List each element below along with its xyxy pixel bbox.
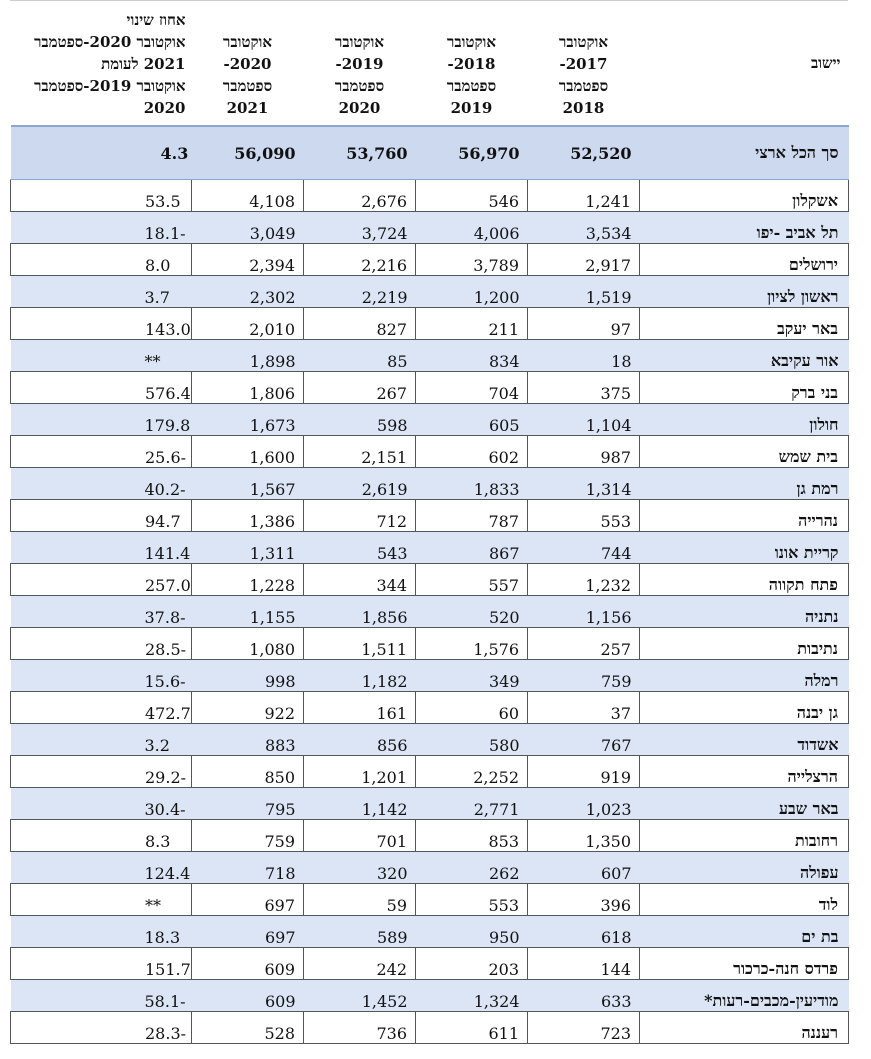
cell-2020-2021: 1,228 bbox=[192, 564, 304, 596]
table-row bbox=[11, 468, 849, 500]
cell-2017-2018: 1,519 bbox=[528, 276, 640, 308]
cell-2018-2019: 950 bbox=[416, 916, 528, 948]
cell-2017-2018: 1,350 bbox=[528, 820, 640, 852]
cell-pct-change: 37.8- bbox=[11, 596, 192, 628]
cell-2019-2020: 701 bbox=[304, 820, 416, 852]
cell-2020-2021: 528 bbox=[192, 1012, 304, 1044]
cell-2017-2018: 396 bbox=[528, 884, 640, 916]
cell-city: קריית אונו bbox=[640, 532, 849, 564]
cell-city: רעננה bbox=[640, 1012, 849, 1044]
cell-2018-2019: 2,252 bbox=[416, 756, 528, 788]
cell-2019-2020: 2,151 bbox=[304, 436, 416, 468]
cell-pct-change: ** bbox=[11, 340, 192, 372]
cell-2018-2019: 602 bbox=[416, 436, 528, 468]
cell-2018-2019: 557 bbox=[416, 564, 528, 596]
cell-2019-2020: 543 bbox=[304, 532, 416, 564]
table-row-total bbox=[11, 126, 849, 180]
cell-2019-2020: 1,201 bbox=[304, 756, 416, 788]
cell-2020-2021: 850 bbox=[192, 756, 304, 788]
cell-2019-2020: 59 bbox=[304, 884, 416, 916]
cell-2017-2018: 257 bbox=[528, 628, 640, 660]
cell-city: פתח תקווה bbox=[640, 564, 849, 596]
cell-2018-2019: 203 bbox=[416, 948, 528, 980]
cell-city: נתניה bbox=[640, 596, 849, 628]
cell-2018-2019: 605 bbox=[416, 404, 528, 436]
cell-city: פרדס חנה-כרכור bbox=[640, 948, 849, 980]
cell-2020-2021: 1,567 bbox=[192, 468, 304, 500]
cell-city: אשקלון bbox=[640, 180, 849, 212]
cell-2018-2019: 2,771 bbox=[416, 788, 528, 820]
cell-2018-2019: 553 bbox=[416, 884, 528, 916]
table-row bbox=[11, 692, 849, 724]
cell-2018-2019: 704 bbox=[416, 372, 528, 404]
header-2018-2019: אוקטובר 2018- ספטמבר 2019 bbox=[446, 33, 497, 117]
cell-2017-2018: 553 bbox=[528, 500, 640, 532]
cell-pct-change: 472.7 bbox=[11, 692, 192, 724]
cell-2018-2019: 211 bbox=[416, 308, 528, 340]
cell-pct-change: 28.3- bbox=[11, 1012, 192, 1044]
cell-2018-2019: 1,324 bbox=[416, 980, 528, 1012]
cell-pct-change: 179.8 bbox=[11, 404, 192, 436]
cell-2017-2018: 633 bbox=[528, 980, 640, 1012]
cell-2019-2020: 2,676 bbox=[304, 180, 416, 212]
cell-2020-2021: 1,080 bbox=[192, 628, 304, 660]
cell-2017-2018: 1,314 bbox=[528, 468, 640, 500]
cell-city: מודיעין-מכבים-רעות* bbox=[640, 980, 849, 1012]
table-row bbox=[11, 436, 849, 468]
table-row bbox=[11, 276, 849, 308]
table-row bbox=[11, 596, 849, 628]
cell-2017-2018: 759 bbox=[528, 660, 640, 692]
cell-pct-change: 30.4- bbox=[11, 788, 192, 820]
cell-2019-2020: 1,511 bbox=[304, 628, 416, 660]
cell-2020-2021: 1,311 bbox=[192, 532, 304, 564]
cell-city: רמת גן bbox=[640, 468, 849, 500]
cell-2019-2020: 2,219 bbox=[304, 276, 416, 308]
cell-2018-2019: 1,200 bbox=[416, 276, 528, 308]
cell-2017-2018: 607 bbox=[528, 852, 640, 884]
cell-pct-change: ** bbox=[11, 884, 192, 916]
cell-pct-change: 257.0 bbox=[11, 564, 192, 596]
cell-2018-2019: 3,789 bbox=[416, 244, 528, 276]
statistics-table bbox=[10, 6, 849, 1044]
cell-pct-change: 15.6- bbox=[11, 660, 192, 692]
cell-city: בת ים bbox=[640, 916, 849, 948]
cell-2018-2019: 1,833 bbox=[416, 468, 528, 500]
cell-2018-2019: 262 bbox=[416, 852, 528, 884]
cell-2019-2020: 320 bbox=[304, 852, 416, 884]
cell-2017-2018: 18 bbox=[528, 340, 640, 372]
cell-2020-2021: 609 bbox=[192, 980, 304, 1012]
cell-2017-2018: 52,520 bbox=[528, 126, 640, 180]
cell-city: רמלה bbox=[640, 660, 849, 692]
cell-2019-2020: 2,216 bbox=[304, 244, 416, 276]
table-row bbox=[11, 212, 849, 244]
cell-2017-2018: 37 bbox=[528, 692, 640, 724]
cell-2020-2021: 1,155 bbox=[192, 596, 304, 628]
cell-2018-2019: 867 bbox=[416, 532, 528, 564]
table-row bbox=[11, 756, 849, 788]
cell-2020-2021: 998 bbox=[192, 660, 304, 692]
cell-2020-2021: 1,673 bbox=[192, 404, 304, 436]
cell-2019-2020: 242 bbox=[304, 948, 416, 980]
table-row bbox=[11, 500, 849, 532]
cell-2019-2020: 589 bbox=[304, 916, 416, 948]
cell-2020-2021: 1,386 bbox=[192, 500, 304, 532]
cell-2018-2019: 349 bbox=[416, 660, 528, 692]
cell-city: נהרייה bbox=[640, 500, 849, 532]
cell-2019-2020: 827 bbox=[304, 308, 416, 340]
cell-2019-2020: 161 bbox=[304, 692, 416, 724]
cell-city: באר שבע bbox=[640, 788, 849, 820]
cell-2019-2020: 85 bbox=[304, 340, 416, 372]
cell-pct-change: 58.1- bbox=[11, 980, 192, 1012]
cell-city: תל אביב -יפו bbox=[640, 212, 849, 244]
cell-2019-2020: 2,619 bbox=[304, 468, 416, 500]
cell-city: הרצלייה bbox=[640, 756, 849, 788]
table-row bbox=[11, 948, 849, 980]
cell-pct-change: 25.6- bbox=[11, 436, 192, 468]
table-row bbox=[11, 244, 849, 276]
table-row bbox=[11, 884, 849, 916]
cell-city: ראשון לציון bbox=[640, 276, 849, 308]
cell-city: בית שמש bbox=[640, 436, 849, 468]
top-rule bbox=[10, 0, 848, 1]
cell-2020-2021: 609 bbox=[192, 948, 304, 980]
cell-pct-change: 40.2- bbox=[11, 468, 192, 500]
cell-2019-2020: 712 bbox=[304, 500, 416, 532]
header-2020-2021: אוקטובר 2020- ספטמבר 2021 bbox=[222, 33, 273, 117]
cell-city: ירושלים bbox=[640, 244, 849, 276]
table-row bbox=[11, 724, 849, 756]
cell-2020-2021: 697 bbox=[192, 884, 304, 916]
cell-2020-2021: 56,090 bbox=[192, 126, 304, 180]
cell-2019-2020: 3,724 bbox=[304, 212, 416, 244]
table-row bbox=[11, 340, 849, 372]
cell-pct-change: 8.0 bbox=[11, 244, 192, 276]
cell-2020-2021: 718 bbox=[192, 852, 304, 884]
table-row bbox=[11, 980, 849, 1012]
cell-2018-2019: 60 bbox=[416, 692, 528, 724]
header-2019-2020: אוקטובר 2019- ספטמבר 2020 bbox=[334, 33, 385, 117]
cell-2020-2021: 922 bbox=[192, 692, 304, 724]
cell-2019-2020: 53,760 bbox=[304, 126, 416, 180]
table-body bbox=[11, 126, 849, 1044]
cell-2020-2021: 3,049 bbox=[192, 212, 304, 244]
cell-2019-2020: 1,452 bbox=[304, 980, 416, 1012]
cell-city: לוד bbox=[640, 884, 849, 916]
cell-pct-change: 94.7 bbox=[11, 500, 192, 532]
cell-city: אור עקיבא bbox=[640, 340, 849, 372]
cell-2020-2021: 2,302 bbox=[192, 276, 304, 308]
table-row bbox=[11, 820, 849, 852]
cell-2019-2020: 1,182 bbox=[304, 660, 416, 692]
cell-2017-2018: 3,534 bbox=[528, 212, 640, 244]
cell-2017-2018: 97 bbox=[528, 308, 640, 340]
table-row bbox=[11, 532, 849, 564]
cell-2019-2020: 1,856 bbox=[304, 596, 416, 628]
cell-2017-2018: 618 bbox=[528, 916, 640, 948]
cell-2017-2018: 919 bbox=[528, 756, 640, 788]
cell-pct-change: 3.7 bbox=[11, 276, 192, 308]
cell-pct-change: 18.3 bbox=[11, 916, 192, 948]
cell-2017-2018: 723 bbox=[528, 1012, 640, 1044]
cell-pct-change: 18.1- bbox=[11, 212, 192, 244]
cell-pct-change: 141.4 bbox=[11, 532, 192, 564]
header-pct-change: אחוז שינוי אוקטובר 2020-ספטמבר 2021 לעומת אוקטובר 2019-ספטמבר 2020 bbox=[34, 11, 186, 117]
cell-pct-change: 29.2- bbox=[11, 756, 192, 788]
cell-2017-2018: 2,917 bbox=[528, 244, 640, 276]
cell-2018-2019: 853 bbox=[416, 820, 528, 852]
cell-2019-2020: 267 bbox=[304, 372, 416, 404]
cell-2018-2019: 1,576 bbox=[416, 628, 528, 660]
header-city: יישוב bbox=[810, 53, 841, 72]
cell-pct-change: 28.5- bbox=[11, 628, 192, 660]
table-row bbox=[11, 180, 849, 212]
cell-2017-2018: 144 bbox=[528, 948, 640, 980]
cell-2020-2021: 2,010 bbox=[192, 308, 304, 340]
cell-pct-change: 576.4 bbox=[11, 372, 192, 404]
cell-2019-2020: 598 bbox=[304, 404, 416, 436]
cell-2018-2019: 580 bbox=[416, 724, 528, 756]
cell-2020-2021: 1,898 bbox=[192, 340, 304, 372]
cell-city: נתיבות bbox=[640, 628, 849, 660]
table-row bbox=[11, 564, 849, 596]
cell-city: חולון bbox=[640, 404, 849, 436]
cell-2017-2018: 744 bbox=[528, 532, 640, 564]
cell-2018-2019: 520 bbox=[416, 596, 528, 628]
cell-2017-2018: 767 bbox=[528, 724, 640, 756]
cell-city: סך הכל ארצי bbox=[640, 126, 849, 180]
cell-pct-change: 4.3 bbox=[11, 126, 192, 180]
cell-2020-2021: 795 bbox=[192, 788, 304, 820]
table-row bbox=[11, 372, 849, 404]
cell-2020-2021: 883 bbox=[192, 724, 304, 756]
cell-pct-change: 53.5 bbox=[11, 180, 192, 212]
header-2017-2018: אוקטובר 2017- ספטמבר 2018 bbox=[558, 33, 609, 117]
cell-pct-change: 143.0 bbox=[11, 308, 192, 340]
table-row bbox=[11, 660, 849, 692]
cell-2020-2021: 4,108 bbox=[192, 180, 304, 212]
cell-2018-2019: 787 bbox=[416, 500, 528, 532]
cell-2017-2018: 1,232 bbox=[528, 564, 640, 596]
cell-2017-2018: 375 bbox=[528, 372, 640, 404]
table-row bbox=[11, 308, 849, 340]
table-row bbox=[11, 1012, 849, 1044]
cell-city: בני ברק bbox=[640, 372, 849, 404]
cell-city: רחובות bbox=[640, 820, 849, 852]
cell-2020-2021: 759 bbox=[192, 820, 304, 852]
cell-2018-2019: 611 bbox=[416, 1012, 528, 1044]
cell-city: באר יעקב bbox=[640, 308, 849, 340]
cell-2018-2019: 56,970 bbox=[416, 126, 528, 180]
cell-2019-2020: 344 bbox=[304, 564, 416, 596]
cell-2018-2019: 546 bbox=[416, 180, 528, 212]
cell-2018-2019: 834 bbox=[416, 340, 528, 372]
header-row bbox=[11, 6, 849, 126]
cell-2020-2021: 1,600 bbox=[192, 436, 304, 468]
cell-2019-2020: 856 bbox=[304, 724, 416, 756]
cell-pct-change: 151.7 bbox=[11, 948, 192, 980]
cell-2020-2021: 2,394 bbox=[192, 244, 304, 276]
cell-2020-2021: 697 bbox=[192, 916, 304, 948]
cell-2017-2018: 1,156 bbox=[528, 596, 640, 628]
cell-city: גן יבנה bbox=[640, 692, 849, 724]
cell-2017-2018: 1,241 bbox=[528, 180, 640, 212]
cell-2019-2020: 736 bbox=[304, 1012, 416, 1044]
cell-pct-change: 3.2 bbox=[11, 724, 192, 756]
table-row bbox=[11, 628, 849, 660]
table-row bbox=[11, 788, 849, 820]
table-row bbox=[11, 916, 849, 948]
cell-2020-2021: 1,806 bbox=[192, 372, 304, 404]
table-row bbox=[11, 852, 849, 884]
cell-2017-2018: 987 bbox=[528, 436, 640, 468]
cell-2017-2018: 1,104 bbox=[528, 404, 640, 436]
cell-city: אשדוד bbox=[640, 724, 849, 756]
cell-2017-2018: 1,023 bbox=[528, 788, 640, 820]
cell-city: עפולה bbox=[640, 852, 849, 884]
table-row bbox=[11, 404, 849, 436]
cell-pct-change: 124.4 bbox=[11, 852, 192, 884]
cell-2018-2019: 4,006 bbox=[416, 212, 528, 244]
cell-2019-2020: 1,142 bbox=[304, 788, 416, 820]
cell-pct-change: 8.3 bbox=[11, 820, 192, 852]
